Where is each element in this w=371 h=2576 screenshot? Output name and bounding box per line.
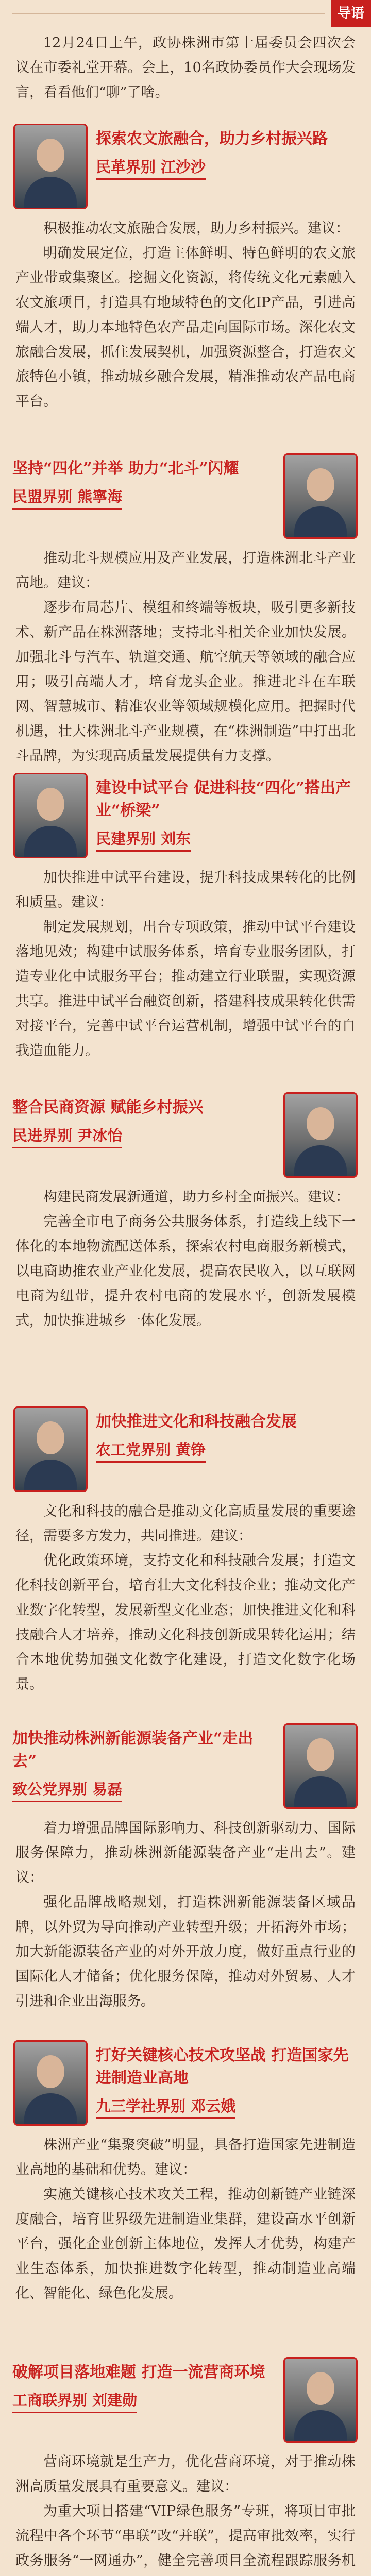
speaker-title-box: [12, 1096, 275, 1148]
speaker-name: 民建界别 刘东: [96, 828, 191, 852]
speech-headline: 破解项目落地难题 打造一流营商环境: [12, 2363, 265, 2381]
speaker-name: 民盟界别 熊寧海: [12, 486, 122, 510]
speaker-header: [0, 448, 371, 546]
speaker-title-box: [96, 128, 359, 180]
speaker-photo: [13, 2040, 88, 2126]
speaker-section: [0, 118, 371, 414]
speech-body: 营商环境就是生产力，优化营商环境，对于推动株洲高质量发展具有重要意义。建议： 为重大项目搭建“VIP绿色服务”专班，将项目审批流程中各个环节“串联”改“并联”，提高审批效率，实行政务服务“一网通办”，健全完善项目全流程跟踪服务机: [15, 2454, 356, 2569]
speech-headline: 加快推动株洲新能源装备产业“走出去”: [12, 1730, 254, 1770]
speaker-title-box: [96, 1411, 359, 1463]
intro-text: 12月24日上午，政协株洲市第十届委员会四次会议在市委礼堂开幕。会上，10名政协委员作大会现场发言，看看他们“聊”了啥。: [15, 35, 356, 100]
speech-headline: 探索农文旅融合，助力乡村振兴路: [96, 130, 328, 148]
speaker-name: 民革界别 江沙沙: [96, 157, 206, 180]
speaker-section: [0, 2035, 371, 2306]
speaker-section: [0, 2352, 371, 2576]
speaker-photo: [13, 124, 88, 209]
speaker-section: [0, 1087, 371, 1333]
speaker-photo: [13, 773, 88, 858]
speaker-title-box: [12, 1727, 275, 1802]
speaker-photo: [283, 1723, 358, 1809]
speaker-title-box: [96, 777, 359, 852]
speaker-header: [0, 1401, 371, 1499]
speaker-header: [0, 2035, 371, 2133]
speaker-name: 九三学社界别 邓云娥: [96, 2096, 235, 2119]
speaker-name: 工商联界别 刘建勋: [12, 2390, 137, 2413]
speaker-title-box: [96, 2044, 359, 2119]
speaker-photo: [283, 1092, 358, 1178]
speaker-section: [0, 1401, 371, 1697]
speech-headline: 打好关键核心技术攻坚战 打造国家先进制造业高地: [96, 2046, 349, 2087]
speaker-header: [0, 1087, 371, 1185]
speech-headline: 坚持“四化”并举 助力“北斗”闪耀: [12, 460, 239, 478]
speaker-section: [0, 1718, 371, 2014]
speaker-title-box: [12, 457, 275, 510]
speaker-section: [0, 768, 371, 1063]
speaker-photo: [283, 2357, 358, 2443]
speech-body: 着力增强品牌国际影响力、科技创新驱动力、国际服务保障力，推动株洲新能源装备产业“走出去”。建议： 强化品牌战略规划，打造株洲新能源装备区域品牌，以外贸为导向推动产业转型升级；开拓海外市场；加大新能源装备产业的对外开放力度，做好重点行业的国际化人才储备；优化服务保障，推动对外贸易、人才引进和企业出海服务。: [15, 1820, 356, 2009]
speech-body: 构建民商发展新通道，助力乡村全面振兴。建议： 完善全市电子商务公共服务体系，打造线上线下一体化的本地物流配送体系，探索农村电商服务新模式，以电商助推农业产业化发展，提高农民收入，以互联网电商为纽带，提升农村电商的发展水平，创新发展模式，加快推进城乡一体化发展。: [15, 1189, 356, 1329]
speech-body: 文化和科技的融合是推动文化高质量发展的重要途径，需要多方发力，共同推进。建议： 优化政策环境，支持文化和科技融合发展；打造文化科技创新平台，培育壮大文化科技企业；推动文化产业数字化转型，发展新型文化业态；加快推进文化和科技融合人才培养，推动文化科技创新成果转化运用；结合本地优势加强文化数字化建设，打造文化数字化场景。: [15, 1503, 356, 1692]
intro-tag: 导语: [331, 0, 371, 27]
speech-headline: 加快推进文化和科技融合发展: [96, 1413, 297, 1431]
speech-headline: 建设中试平台 促进科技“四化”搭出产业“桥梁”: [96, 779, 351, 820]
speaker-header: [0, 2352, 371, 2450]
speaker-photo: [283, 453, 358, 539]
speaker-title-box: [12, 2361, 275, 2413]
speaker-section: [0, 448, 371, 769]
speech-body: 积极推动农文旅融合发展，助力乡村振兴。建议： 明确发展定位，打造主体鲜明、特色鲜明的农文旅产业带或集聚区。挖掘文化资源，将传统文化元素融入农文旅项目，打造具有地域特色的文化IP产品，引进高端人才，助力本地特色农产品走向国际市场。深化农文旅融合发展，抓住发展契机，加强资源整合，打造农文旅特色小镇，推动城乡融合发展，精准推动农产品电商平台。: [15, 221, 356, 410]
speech-body: 加快推进中试平台建设，提升科技成果转化的比例和质量。建议： 制定发展规划，出台专项政策，推动中试平台建设落地见效；构建中试服务体系，培育专业服务团队，打造专业化中试服务平台；推动建立行业联盟，实现资源共享。推进中试平台融资创新，搭建科技成果转化供需对接平台，完善中试平台运营机制，增强中试平台的自我造血能力。: [15, 870, 356, 1059]
speech-headline: 整合民商资源 赋能乡村振兴: [12, 1098, 204, 1116]
speaker-photo: [13, 1406, 88, 1492]
speaker-name: 民进界别 尹冰怡: [12, 1125, 122, 1148]
header-divider: [12, 13, 325, 14]
speaker-header: [0, 1718, 371, 1816]
speaker-name: 致公党界别 易磊: [12, 1779, 122, 1802]
speech-body: 推动北斗规模应用及产业发展，打造株洲北斗产业高地。建议： 逐步布局芯片、模组和终端等板块，吸引更多新技术、新产品在株洲落地；支持北斗相关企业加快发展。加强北斗与汽车、轨道交通、航空航天等领域的融合应用；吸引高端人才，培育龙头企业。推进北斗在车联网、智慧城市、精准农业等领域规模化应用。把握时代机遇，壮大株洲北斗产业规模，在“株洲制造”中打出北斗品牌，为实现高质量发展提供有力支撑。: [15, 550, 356, 764]
speech-body: 株洲产业“集聚突破”明显，具备打造国家先进制造业高地的基础和优势。建议： 实施关键核心技术攻关工程，推动创新链产业链深度融合，培育世界级先进制造业集群，建设高水平创新平台，强化企业创新主体地位，发挥人才优势，构建产业生态体系，加快推进数字化转型，推动制造业高端化、智能化、绿色化发展。: [15, 2137, 356, 2301]
speaker-header: [0, 768, 371, 866]
speaker-header: [0, 118, 371, 216]
speaker-name: 农工党界别 黄铮: [96, 1439, 206, 1463]
